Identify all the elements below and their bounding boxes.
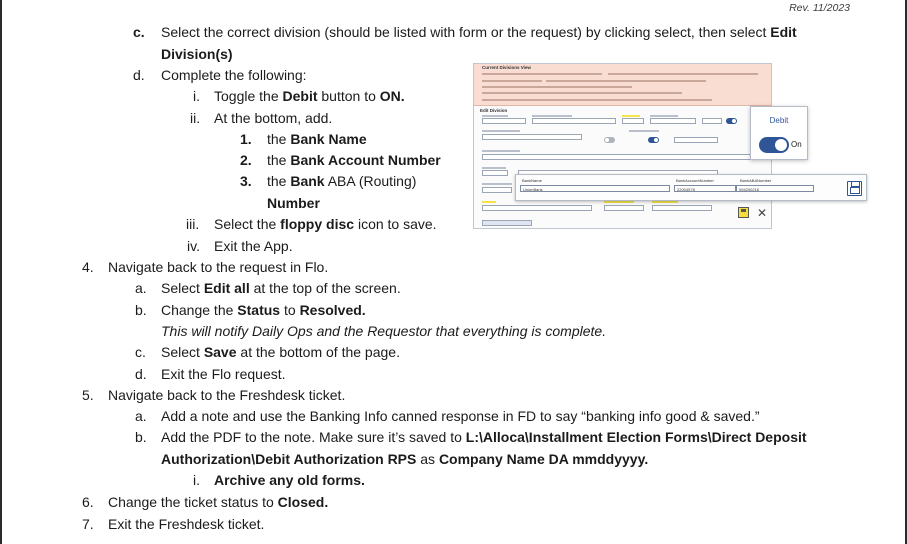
list-marker: iv.: [187, 238, 200, 254]
debit-toggle-callout: [750, 106, 808, 160]
form-field: [482, 154, 767, 160]
step-7: Exit the Freshdesk ticket.: [108, 516, 265, 532]
form-field: [482, 134, 582, 140]
step-d: Complete the following:: [161, 67, 307, 83]
form-field: [482, 118, 526, 124]
form-field: [482, 187, 512, 193]
debit-toggle-mini: [726, 118, 737, 124]
list-marker: d.: [135, 366, 147, 382]
form-field: [622, 118, 644, 124]
header-text-line: [482, 80, 542, 82]
step-d-ii: At the bottom, add.: [214, 110, 333, 126]
header-text-line: [482, 73, 602, 75]
form-field: [482, 170, 508, 176]
step-4b-note: This will notify Daily Ops and the Requestor that everything is complete.: [161, 323, 607, 339]
list-marker: iii.: [186, 216, 200, 232]
header-text-line: [608, 73, 758, 75]
page-nav-field: [482, 220, 532, 226]
field-label: [482, 167, 506, 169]
edit-division-section-label: Edit Division: [480, 108, 508, 113]
step-d-iii: Select the floppy disc icon to save.: [214, 216, 437, 232]
app-screenshot-figure: [473, 63, 772, 229]
bank-account-caption: BankAccountNumber: [676, 178, 714, 183]
step-c-line-2: Division(s): [161, 46, 233, 62]
revision-label: Rev. 11/2023: [789, 2, 850, 14]
form-field: [604, 205, 644, 211]
field-label: [532, 115, 572, 117]
highlight-mark: [652, 201, 678, 203]
bank-aba-caption: BankABANumber: [740, 178, 772, 183]
step-4a: Select Edit all at the top of the screen.: [161, 280, 401, 296]
step-d-ii-3-cont: Number: [267, 195, 320, 211]
form-field: [652, 205, 712, 211]
screenshot-header-title: Current Divisions View: [482, 65, 531, 70]
list-marker: 5.: [82, 387, 94, 403]
step-4b: Change the Status to Resolved.: [161, 302, 366, 318]
form-field: [702, 118, 722, 124]
field-label: [482, 130, 520, 132]
toggle-state-label: On: [791, 140, 802, 149]
list-marker: d.: [133, 67, 145, 83]
list-marker: a.: [135, 408, 147, 424]
header-text-line: [482, 92, 682, 94]
list-marker: 7.: [82, 516, 94, 532]
bank-account-value: 22004578: [677, 187, 695, 192]
step-d-i: Toggle the Debit button to ON.: [214, 88, 405, 104]
form-field: [674, 137, 718, 143]
step-d-ii-1: the Bank Name: [267, 131, 367, 147]
list-marker: 6.: [82, 494, 94, 510]
bank-aba-field[interactable]: [736, 185, 814, 192]
bank-details-strip: [515, 174, 867, 201]
bank-name-caption: BankName: [522, 178, 542, 183]
step-6: Change the ticket status to Closed.: [108, 494, 329, 510]
list-marker: c.: [135, 344, 146, 360]
bank-aba-value: 094200216: [739, 187, 760, 192]
field-label: [482, 183, 512, 185]
list-marker: c.: [133, 24, 145, 40]
bank-name-value: UnionBank: [523, 187, 543, 192]
step-4: Navigate back to the request in Flo.: [108, 259, 329, 275]
list-marker: b.: [135, 429, 147, 445]
screenshot-header: [474, 64, 771, 106]
floppy-disc-icon[interactable]: [738, 207, 749, 218]
step-5b-line-2: Authorization\Debit Authorization RPS as Company Name DA mmddyyyy.: [161, 451, 649, 467]
debit-label: Debit: [769, 116, 789, 125]
list-marker: 3.: [240, 173, 252, 189]
list-marker: i.: [193, 88, 200, 104]
bank-account-field[interactable]: [674, 185, 736, 192]
field-label: [629, 130, 659, 132]
step-d-iv: Exit the App.: [214, 238, 293, 254]
step-5: Navigate back to the Freshdesk ticket.: [108, 387, 346, 403]
left-page-border: [0, 0, 2, 544]
toggle-mini: [648, 137, 659, 143]
step-c-line-1: Select the correct division (should be listed with form or the request) by clicking select, then select Edit: [161, 24, 797, 40]
toggle-switch-icon[interactable]: [759, 137, 789, 153]
list-marker: b.: [135, 302, 147, 318]
floppy-disc-icon[interactable]: [847, 181, 862, 196]
step-5a: Add a note and use the Banking Info canned response in FD to say “banking info good & saved.”: [161, 408, 760, 424]
toggle-mini: [604, 137, 615, 143]
form-field: [650, 118, 696, 124]
header-text-line: [546, 80, 706, 82]
step-5b-i: Archive any old forms.: [214, 472, 365, 488]
list-marker: 4.: [82, 259, 94, 275]
list-marker: ii.: [190, 110, 201, 126]
step-4d: Exit the Flo request.: [161, 366, 286, 382]
field-label: [482, 150, 520, 152]
header-text-line: [482, 86, 632, 88]
header-text-line: [482, 99, 712, 101]
list-marker: a.: [135, 280, 147, 296]
step-d-ii-2: the Bank Account Number: [267, 152, 441, 168]
step-5b-line-1: Add the PDF to the note. Make sure it’s saved to L:\Alloca\Installment Election Forms\Direct Deposit: [161, 429, 807, 445]
field-label: [650, 115, 678, 117]
list-marker: i.: [193, 472, 200, 488]
list-marker: 2.: [240, 152, 252, 168]
form-field: [482, 205, 592, 211]
field-label: [482, 115, 508, 117]
list-marker: 1.: [240, 131, 252, 147]
step-4c: Select Save at the bottom of the page.: [161, 344, 400, 360]
highlight-mark: [604, 201, 634, 203]
step-d-ii-3: the Bank ABA (Routing): [267, 173, 417, 189]
form-field: [532, 118, 616, 124]
highlight-mark: [482, 201, 496, 203]
highlight-mark: [622, 115, 640, 117]
close-icon[interactable]: ✕: [757, 206, 768, 220]
bank-name-field[interactable]: [520, 185, 670, 192]
